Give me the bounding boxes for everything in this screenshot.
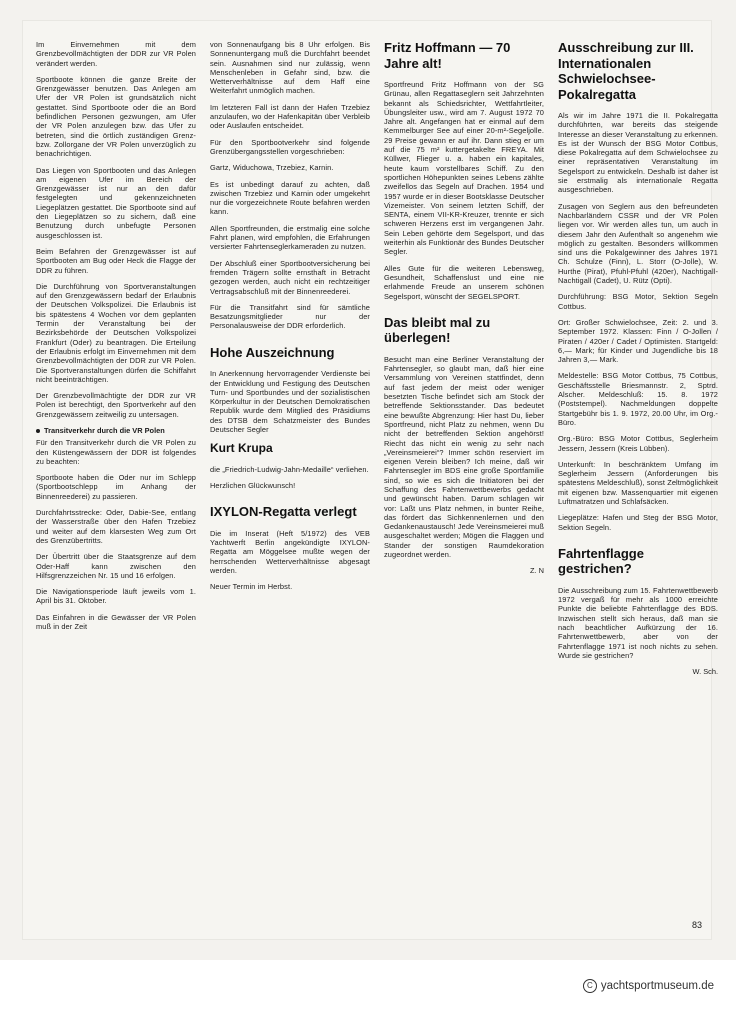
paragraph: Der Übertritt über die Staatsgrenze auf dem Oder-Haff kann zwischen den Hilfsgrenzzeichen Nr. 15 und 16 erfolgen. [36,552,196,580]
paragraph: Zusagen von Seglern aus den befreundeten Nachbarländern CSSR und der VR Polen liegen vor. Wir werden alles tun, um auch in diesem Jahr den Aufenthalt so angenehm wie möglich zu gestalten. Besonders willkommen sind uns die Pokalgewinner des Jahres 1971 Ch. Schulze (Finn), L. Storr (O-Jolle), W. Hurthe (Pirat), Pfuhl-Pfuhl (420er), Nachtigall-Nachtigall (Cadet), U. Rütz (Opti). [558,201,718,286]
paragraph: Die im Inserat (Heft 5/1972) des VEB Yachtwerft Berlin angekündigte IXYLON-Regatta am Möggelsee mußte wegen der herrschenden Wetterverhältnisse abgesagt werden. [210,528,370,576]
footer-credit-label: yachtsportmuseum.de [600,980,714,992]
bullet-heading-label: Transitverkehr durch die VR Polen [44,425,165,435]
article-heading-fritz-hoffmann: Fritz Hoffmann — 70 Jahre alt! [384,40,511,71]
paragraph: Es ist unbedingt darauf zu achten, daß zwischen Trzebiez und Karnin oder umgekehrt nur die vorgezeichnete Route befahren werden kann. [210,179,370,217]
paragraph: Ort: Großer Schwielochsee, Zeit: 2. und 3. September 1972. Klassen: Finn / O-Jollen / Piraten / 420er / Cadet / Optimisten. Startgeld: 6,— Mark; für Kinder und Jugendliche bis 18 Jahren 3,— Mark. [558,317,718,365]
paragraph: Der Abschluß einer Sportbootversicherung bei fremden Trägern sollte ernsthaft in Betracht gezogen werden, auch nicht ein rechtzeitiger Vertragsabschluß mit der Binnenreederei. [210,258,370,296]
paragraph: In Anerkennung hervorragender Verdienste bei der Entwicklung und Festigung des Deutschen Turn- und Sportbundes und der sozialistischen Körperkultur in der Deutschen Demokratischen Republik wurde dem Mitglied des Präsidiums des DTSB dem Schatzmeister des Bundes Deutscher Segler [210,369,370,434]
paragraph: Besucht man eine Berliner Veranstaltung der Fahrtensegler, so glaubt man, daß hier eine Versammlung von Vereinen stattfindet, denn auf fast jedem der meist oder weniger besetzten Tische befindet sich am Stock der betreffende Sektionsstander. Das bedeutet eine bewußte Abgrenzung: Hier hast Du, lieber Sportfreund, nicht Platz zu nehmen, wenn Du nicht der betreffenden Sektion angehörst! Riecht das nicht ein wenig zu sehr nach „Vereinsmeierei“? Immer schön reserviert im eigenen Verein bleiben? Ich meine, daß wir Fahrtensegler im BDS eine große Sportfamilie sind, so wie es sich die Initiatoren bei der Schaffung des Fahrtenwettbewerbs gedacht und gewünscht haben. Darum schlagen wir vor: Laßt uns Platz nehmen, in bunter Reihe, das fördert das Sichkennenlernen und den Gedankenaustausch! Jede Vereinsmeierei muß ausgeschaltet werden; Mögen die Flaggen und Stander der sonstigen Raumdekoration zugeordnet werden. [384,354,544,560]
paragraph: Die Ausschreibung zum 15. Fahrtenwettbewerb 1972 vergaß für mehr als 1000 erreichte Punkte die beliebte Fahrtenflagge des BDS. Inzwischen stellt sich heraus, daß man sie nach beachtlicher Aufkürzung der 16. Fahrtenwettbewerb, aber von der Fahrtenflagge 1971 ist noch nichts zu sehen. Wurde sie gestrichen? [558,585,718,660]
paragraph: Neuer Termin im Herbst. [210,582,293,592]
paragraph: Allen Sportfreunden, die erstmalig eine solche Fahrt planen, wird empfohlen, die Erfahrungen versierter Fahrtenseglerkameraden zu nutzen. [210,223,370,252]
paragraph: Das Liegen von Sportbooten und das Anlegen am eigenen Ufer im Bereich der Grenzgewässer ist nur an den dafür festgelegten und gekennzeichneten Liegeplätzen gestattet. Die Sportboote sind auf den Liegeplätzen so zu sichern, daß eine Benutzung durch unbefugte Personen ausgeschlossen ist. [36,165,196,240]
paragraph: von Sonnenaufgang bis 8 Uhr erfolgen. Bis Sonnenuntergang muß die Durchfahrt beendet sein. Ausnahmen sind nur zulässig, wenn Menschenleben in Gefahr sind, bzw. die Wetterverhältnisse auf dem Haff eine Weiterfahrt unmöglich machen. [210,40,370,96]
article-signoff: W. Sch. [692,667,718,677]
paragraph: Gartz, Widuchowa, Trzebiez, Karnin. [210,163,334,173]
paragraph: Durchführung: BSG Motor, Sektion Segeln Cottbus. [558,292,718,311]
paragraph: Als wir im Jahre 1971 die II. Pokalregatta durchführten, war bereits das steigende Interesse an dieser Veranstaltung zu erkennen. Es ist der Wunsch der BSG Motor Cottbus, diese Pokalregatta auf dem Schwielochsee zu einer repräsentativen Veranstaltung im Segelsport zu entwickeln. Deshalb ist daher ist sie erstmalig als internationale Regatta ausgeschrieben. [558,111,718,195]
paragraph: Für die Transitfahrt sind für sämtliche Besatzungsmitglieder nur der Personalausweise der DDR erforderlich. [210,302,370,331]
article-subheading-kurt-krupa: Kurt Krupa [210,441,273,456]
paragraph: die „Friedrich-Ludwig-Jahn-Medaille“ verliehen. [210,464,369,474]
column-4 [558,40,718,684]
paragraph: Durchfahrtsstrecke: Oder, Dabie-See, entlang der Wasserstraße über den Hafen Trzebiez und weiter auf dem klarsesten Weg zum Ort des Grenzübertritts. [36,508,196,545]
paragraph: Beim Befahren der Grenzgewässer ist auf Sportbooten am Bug oder Heck die Flagge der DDR zu führen. [36,246,196,275]
paragraph: Im Einvernehmen mit dem Grenzbevollmächtigten der DDR zur VR Polen verändert werden. [36,40,196,68]
bullet-heading [36,426,196,435]
column-1 [36,40,196,638]
copyright-icon: C [583,979,597,993]
paragraph: Die Durchführung von Sportveranstaltungen auf den Grenzgewässern bedarf der Erlaubnis der Deutschen Volkspolizei. Die Erlaubnis ist bis spätestens 4 Wochen vor dem geplanten Termin der Veranstaltung bei der Bezirksbehörde der Deutschen Volkspolizei Frankfurt (Oder) zu beantragen. Die Erteilung der Erlaubnis erfolgt im Einvernehmen mit dem Grenzbevollmächtigten der DDR zur VR Polen. Die Sportveranstaltungen dürfen die Schiffahrt nicht beeinträchtigen. [36,281,196,384]
paragraph: Im letzteren Fall ist dann der Hafen Trzebiez anzulaufen, wo der Hafenkapitän über Verbleib oder Auslaufen entscheidet. [210,102,370,131]
paragraph: Org.-Büro: BSG Motor Cottbus, Seglerheim Jessern, Jessern (Kreis Lübben). [558,434,718,453]
footer-bar [0,960,736,1012]
column-3 [384,40,544,583]
article-signoff: Z. N [530,566,544,576]
page-number: 83 [691,920,702,930]
paragraph: Alles Gute für die weiteren Lebensweg, Gesundheit, Schaffenslust und eine nie erlahmende Freude an unserem schönen Segelsport, wünscht der SEGELSPORT. [384,263,544,301]
paragraph: Das Einfahren in die Gewässer der VR Polen muß in der Zeit [36,612,196,632]
paragraph: Sportboote können die ganze Breite der Grenzgewässer benutzen. Das Anlegen am Ufer der VR Polen ist grundsätzlich nicht gestattet. Sind Sportboote oder die an Bord befindlichen Personen gezwungen, am Ufer der VR Polen anzulegen bzw. das Ufer zu betreten, sind die örtlich zuständigen Grenz- bzw. Zollorgane der VR Polen unverzüglich zu benachrichtigen. [36,74,196,159]
paragraph: Für den Sportbootverkehr sind folgende Grenzübergangsstellen vorgeschrieben: [210,137,370,156]
article-heading-fahrtenflagge: Fahrtenflagge gestrichen? [558,545,644,577]
paragraph: Herzlichen Glückwunsch! [210,481,296,491]
paragraph: Liegeplätze: Hafen und Steg der BSG Motor, Sektion Segeln. [558,513,718,532]
column-2 [210,40,370,599]
paragraph: Unterkunft: In beschränktem Umfang im Seglerheim Jessern (Anforderungen bis spätestens Meldeschluß), sonst Zeltmöglichkeit mit eigenen bzw. Massenquartier mit eigenen Luftmatratzen und Schlafsäcken. [558,459,718,506]
article-heading-das-bleibt-mal: Das bleibt mal zu überlegen! [384,314,491,346]
paragraph: Sportfreund Fritz Hoffmann von der SG Grünau, allen Regattaseglern seit Jahrzehnten bekannt als Schiedsrichter, Wettfahrtleiter, Übungsleiter usw., wird am 7. August 1972 70 Jahre alt. Angefangen hat er einmal auf dem Kemmelburger See auf einer 20-m²-Segeljolle. 29 Preise gewann er auf ihr. Dann stieg er um auf die 75 m² kuttergetakelte FREYA. Mit Küllwer, Flieger u. a. haben ein kapitales, heute kaum vorstellbares Schiff. Zu den sportlichen Höhepunkten seines Lebens zählte zweifellos das Segeln auf Drachen. 1954 und 1957 wurde er in dieser Bootsklasse Deutscher Vizemeister. Von seinem letzten Schiff, der SENTA, einem VII-KR-Kreuzer, trennte er sich schweren Herzens erst im vergangenen Jahr. Sein Leben gehörte dem Segelsport, und das weiterhin als Funktionär des Bundes Deutscher Segler. [384,80,544,257]
article-heading-ausschreibung: Ausschreibung zur III. Internationalen Schwielochsee-Pokalregatta [558,40,694,102]
article-columns [36,40,718,920]
article-heading-ixylon-regatta: IXYLON-Regatta verlegt [210,504,357,520]
paragraph: Für den Transitverkehr durch die VR Polen zu den Küstengewässern der DDR ist folgendes zu beachten: [36,438,196,466]
article-heading-hohe-auszeichnung: Hohe Auszeichnung [210,344,335,360]
paragraph: Meldestelle: BSG Motor Cottbus, 75 Cottbus, Geschäftsstelle Briesmannstr. 2, Sptrd. Alscher. Meldeschluß: 15. 8. 1972 (Poststempel). Nachmeldungen doppelte Startgebühr bis 1. 9. 1972, 20.00 Uhr, im Org.-Büro. [558,371,718,427]
footer-credit [583,979,714,993]
paragraph: Sportboote haben die Oder nur im Schlepp (Sportbootschlepp im Anhang der Binnenreederei) zu passieren. [36,473,196,501]
bullet-icon [36,429,40,433]
paragraph: Der Grenzbevollmächtigte der DDR zur VR Polen ist berechtigt, den Sportverkehr auf den Grenzgewässern zeitweilig zu untersagen. [36,391,196,419]
paragraph: Die Navigationsperiode läuft jeweils vom 1. April bis 31. Oktober. [36,587,196,606]
